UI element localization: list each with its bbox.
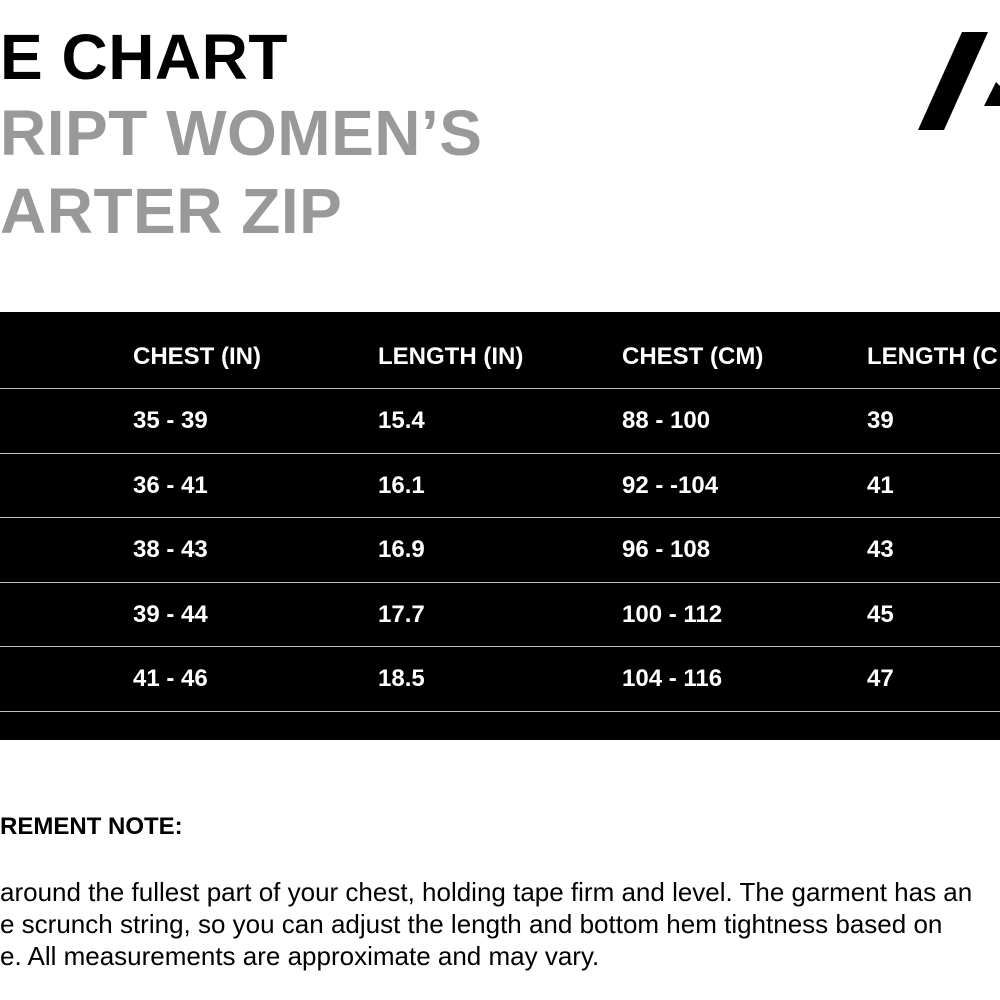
column-header-length-cm: LENGTH (C [867,343,998,370]
chest-cm-cell: 92 - -104 [622,472,719,499]
table-divider [0,711,1000,712]
logo-slash-left [918,32,988,130]
length-cm-cell: 47 [867,665,894,692]
chest-in-cell: 36 - 41 [133,472,208,499]
chest-in-cell: 41 - 46 [133,665,208,692]
column-header-chest-cm: CHEST (CM) [622,343,764,370]
table-row [0,518,1000,582]
column-header-chest-in: CHEST (IN) [133,343,261,370]
product-title-line-1: RIPT WOMEN’S [0,97,483,169]
page-title: E CHART [0,21,288,93]
length-in-cell: 16.1 [378,472,425,499]
measurement-note-heading: REMENT NOTE: [0,813,183,840]
measurement-note-line: around the fullest part of your chest, holding tape firm and level. The garment has an [0,877,973,907]
table-row [0,454,1000,518]
length-in-cell: 18.5 [378,665,425,692]
length-cm-cell: 41 [867,472,894,499]
product-title-line-2: ARTER ZIP [0,175,343,247]
length-in-cell: 16.9 [378,536,425,563]
measurement-note-line: e. All measurements are approximate and may vary. [0,941,600,971]
chest-in-cell: 38 - 43 [133,536,208,563]
chest-cm-cell: 88 - 100 [622,407,711,434]
chest-in-cell: 35 - 39 [133,407,208,434]
logo-slash-right [984,82,1000,106]
length-in-cell: 17.7 [378,601,425,628]
table-row [0,389,1000,453]
length-cm-cell: 45 [867,601,894,628]
measurement-note-line: e scrunch string, so you can adjust the length and bottom hem tightness based on [0,909,943,939]
chest-cm-cell: 104 - 116 [622,665,723,692]
length-cm-cell: 43 [867,536,894,563]
table-row [0,583,1000,647]
chest-in-cell: 39 - 44 [133,601,208,628]
chest-cm-cell: 100 - 112 [622,601,723,628]
table-header-row [0,326,1000,388]
brand-logo-slash-icon [918,32,1000,130]
column-header-length-in: LENGTH (IN) [378,343,524,370]
length-in-cell: 15.4 [378,407,425,434]
size-table [0,312,1000,740]
table-row [0,647,1000,711]
chest-cm-cell: 96 - 108 [622,536,711,563]
length-cm-cell: 39 [867,407,894,434]
